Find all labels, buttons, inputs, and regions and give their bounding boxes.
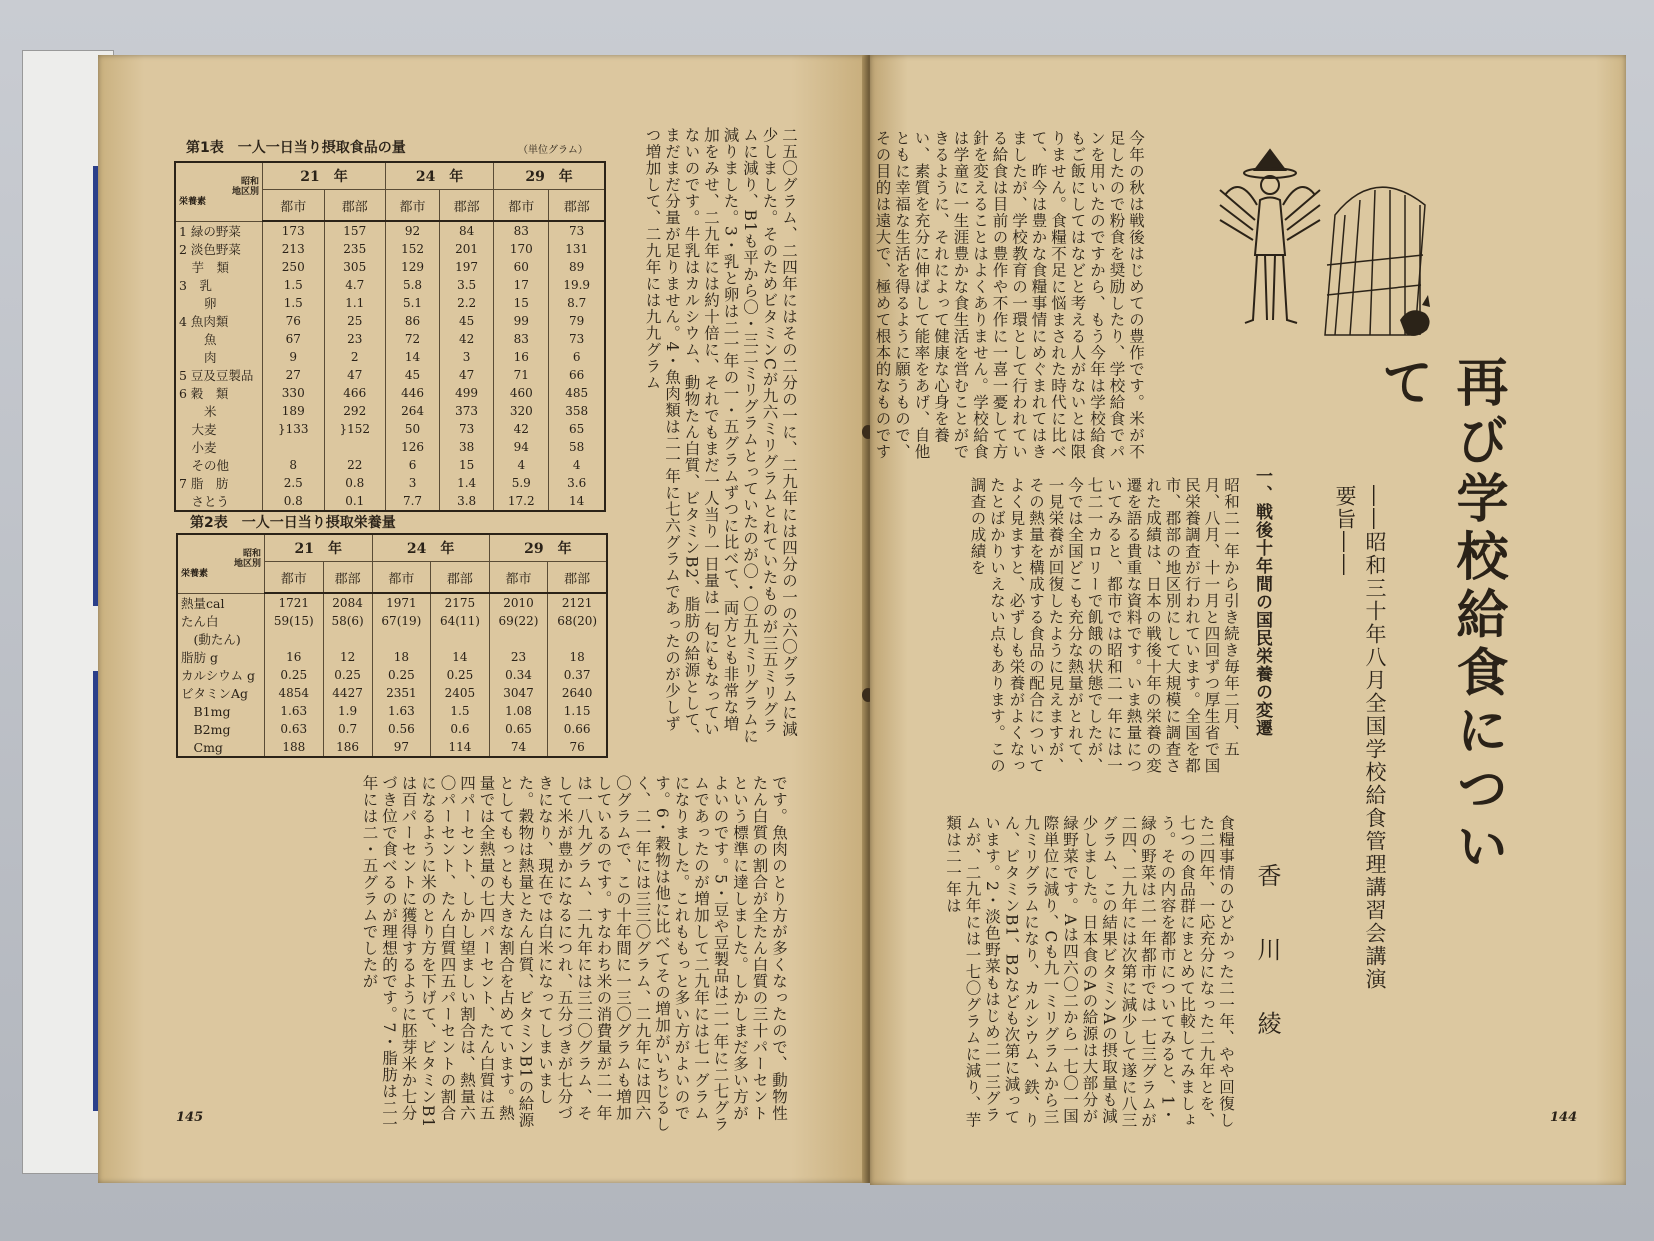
- row-label: 米: [175, 402, 263, 420]
- table-cell: 2: [324, 348, 386, 366]
- row-label: ビタミンAg: [177, 684, 265, 702]
- table-cell: 14: [431, 648, 490, 666]
- row-label: 5 豆及豆製品: [175, 366, 263, 384]
- table-cell: 58(6): [323, 612, 372, 630]
- table-cell: 6: [549, 348, 605, 366]
- table-cell: 1.5: [431, 702, 490, 720]
- row-label: 脂肪 g: [177, 648, 265, 666]
- table1-row: [175, 221, 605, 240]
- table-cell: 3047: [489, 684, 548, 702]
- table-cell: 201: [440, 240, 494, 258]
- table-cell: 84: [440, 221, 494, 240]
- table-cell: [431, 630, 490, 648]
- table-cell: [548, 630, 607, 648]
- region-header: 都市: [265, 562, 324, 594]
- table-cell: 0.1: [324, 492, 386, 511]
- corner-era: 昭和: [240, 176, 259, 187]
- table-cell: 7.7: [386, 492, 440, 511]
- table-cell: 5.8: [386, 276, 440, 294]
- table-cell: 73: [549, 221, 605, 240]
- table-cell: 18: [548, 648, 607, 666]
- table-cell: 0.56: [372, 720, 431, 738]
- section-heading: 一、戦後十年間の国民栄養の変遷: [1252, 467, 1272, 737]
- region-header: 郡部: [431, 562, 490, 594]
- row-label: (動たん): [177, 630, 265, 648]
- row-label: 6 穀 類: [175, 384, 263, 402]
- table-cell: 42: [440, 330, 494, 348]
- table-cell: 45: [386, 366, 440, 384]
- table-cell: [263, 438, 325, 456]
- table-cell: 0.25: [372, 666, 431, 684]
- table-cell: 0.25: [265, 666, 324, 684]
- row-label: B2mg: [177, 720, 265, 738]
- table-cell: 446: [386, 384, 440, 402]
- row-label: カルシウム g: [177, 666, 265, 684]
- table-cell: 18: [372, 648, 431, 666]
- table-cell: 131: [549, 240, 605, 258]
- table1-row: [175, 492, 605, 511]
- table2-row: [177, 593, 607, 612]
- table-cell: 45: [440, 312, 494, 330]
- table-cell: 126: [386, 438, 440, 456]
- row-label: 肉: [175, 348, 263, 366]
- table-cell: 74: [489, 738, 548, 757]
- year-header: 24 年: [372, 534, 489, 562]
- table-cell: 60: [494, 258, 549, 276]
- table-cell: 25: [324, 312, 386, 330]
- table-cell: }152: [324, 420, 386, 438]
- table-cell: 3.5: [440, 276, 494, 294]
- table-cell: 0.66: [548, 720, 607, 738]
- row-label: 小麦: [175, 438, 263, 456]
- table-cell: 3: [440, 348, 494, 366]
- table-cell: 1.5: [263, 276, 325, 294]
- corner-era: 昭和: [242, 548, 261, 559]
- table1-row: [175, 474, 605, 492]
- lower-column-text: です。魚肉のとり方が多くなったので、動物性たん白質の割合が全たん白質の三十パーセントという標準に達しました。しかしまだ多い方がよいのです。5・豆や豆製品は二一年に二七グラムであったのが増加して二九年には七一グラムになりました。これももっと多い方がよいのです。6・穀物は他に比べてその増加がいちじるしく、二一年には三三〇グラム、二九年には四六〇グラムで、この十年間に一三〇グラムも増加しているのです。すなわち米の消費量が二一年は一八九グラム、二九年には三二〇グラム、そして米が豊かになるにつれ、五分づきが七分づきになり、現在では白米になってしまいました。穀物は熱量とたん白質、ビタミンB1の給源としてもっとも大きな割合を占めています。熱量では全熱量の七四パーセント、たん白質は五四パーセント、しかし望ましい割合は、熱量六〇パーセント、たん白質四五パーセントの割合になるように米のとり方を下げて、ビタミンB1は百パーセントに獲得するように胚芽米か七分づき位で食べるのが理想的です。7・脂肪は二一年には二・五グラムでしたが: [360, 775, 788, 1133]
- table-cell: 2640: [548, 684, 607, 702]
- table1-row: [175, 420, 605, 438]
- table-cell: 1.63: [372, 702, 431, 720]
- table-cell: 0.65: [489, 720, 548, 738]
- table-cell: 373: [440, 402, 494, 420]
- region-header: 都市: [386, 190, 440, 222]
- table1-row: [175, 366, 605, 384]
- table-cell: 173: [263, 221, 325, 240]
- table-cell: 2175: [431, 593, 490, 612]
- table-cell: 27: [263, 366, 325, 384]
- table-cell: 3: [386, 474, 440, 492]
- table-cell: 23: [489, 648, 548, 666]
- table-cell: 68(20): [548, 612, 607, 630]
- table2-body: [177, 593, 607, 757]
- article-title: 再び学校給食について: [1372, 355, 1508, 877]
- table2-row: [177, 720, 607, 738]
- row-label: 卵: [175, 294, 263, 312]
- table-cell: 19.9: [549, 276, 605, 294]
- table-cell: 0.8: [324, 474, 386, 492]
- table-cell: 1.9: [323, 702, 372, 720]
- table2-caption: 第2表 一人一日当り摂取栄養量: [190, 515, 396, 531]
- table1-row: [175, 312, 605, 330]
- lower-text: 食糧事情のひどかった二一年、やや回復した二四年、一応充分になった二九年とを、七つの食品群にまとめて比較してみましょう。その内容を都市についてみると、1・緑の野菜は二一年都市では一七三グラムが二四、二九年には次第に減少して遂に八三グラム、この結果ビタミンAの摂取量も減少しました。日本食のAの給源は大部分が緑野菜です。Aは四六〇二から一七〇一国際単位に減り、Cも九一ミリグラムから三九ミリグラムになり、カルシウム、鉄、りん、ビタミンB1、B2なども次第に減っています。2・淡色野菜もはじめ二一三グラムが、二九年には一七〇グラムに減り、芋類は二一年は: [944, 815, 1235, 1129]
- table1-row: [175, 276, 605, 294]
- table-cell: 12: [323, 648, 372, 666]
- row-label: 3 乳: [175, 276, 263, 294]
- table-cell: 94: [494, 438, 549, 456]
- table1-row: [175, 240, 605, 258]
- row-label: B1mg: [177, 702, 265, 720]
- table2-corner: [177, 534, 265, 593]
- table1-caption: 第1表 一人一日当り摂取食品の量: [186, 140, 406, 156]
- table1-row: [175, 330, 605, 348]
- row-label: 1 緑の野菜: [175, 221, 263, 240]
- table-cell: 65: [549, 420, 605, 438]
- farmer-illustration: [1215, 145, 1435, 345]
- table-cell: 66: [549, 366, 605, 384]
- corner-category: 栄養素: [181, 568, 209, 579]
- table-cell: 1721: [265, 593, 324, 612]
- table-cell: 17.2: [494, 492, 549, 511]
- table-cell: 4427: [323, 684, 372, 702]
- table-cell: 0.25: [323, 666, 372, 684]
- table-cell: 320: [494, 402, 549, 420]
- right-page: [870, 55, 1626, 1185]
- table1-row: [175, 384, 605, 402]
- table-cell: 15: [494, 294, 549, 312]
- table-cell: 97: [372, 738, 431, 757]
- table-cell: 4: [549, 456, 605, 474]
- table-cell: [372, 630, 431, 648]
- table-cell: 2351: [372, 684, 431, 702]
- year-header: 29 年: [494, 162, 605, 190]
- region-header: 都市: [263, 190, 325, 222]
- table-cell: 213: [263, 240, 325, 258]
- table-cell: 0.34: [489, 666, 548, 684]
- table-cell: 0.8: [263, 492, 325, 511]
- table2-row: [177, 612, 607, 630]
- table-cell: 38: [440, 438, 494, 456]
- table-cell: 152: [386, 240, 440, 258]
- table-cell: 71: [494, 366, 549, 384]
- table-cell: 8.7: [549, 294, 605, 312]
- table-cell: [323, 630, 372, 648]
- table-cell: 86: [386, 312, 440, 330]
- table-cell: 50: [386, 420, 440, 438]
- row-label: Cmg: [177, 738, 265, 757]
- region-header: 都市: [372, 562, 431, 594]
- table-cell: 76: [263, 312, 325, 330]
- table1-row: [175, 438, 605, 456]
- year-header: 21 年: [265, 534, 373, 562]
- table1-row: [175, 258, 605, 276]
- table-cell: 42: [494, 420, 549, 438]
- table-cell: 170: [494, 240, 549, 258]
- table-cell: 3.8: [440, 492, 494, 511]
- table2: [176, 533, 608, 758]
- table-cell: [324, 438, 386, 456]
- page-number: 144: [1550, 1110, 1578, 1125]
- row-label: 2 淡色野菜: [175, 240, 263, 258]
- table-cell: 2010: [489, 593, 548, 612]
- table-cell: 99: [494, 312, 549, 330]
- table-cell: [265, 630, 324, 648]
- table-cell: 16: [265, 648, 324, 666]
- row-label: 芋 類: [175, 258, 263, 276]
- table1: [174, 161, 606, 512]
- table-cell: 157: [324, 221, 386, 240]
- table-cell: 2405: [431, 684, 490, 702]
- table-cell: 0.25: [431, 666, 490, 684]
- table-cell: 22: [324, 456, 386, 474]
- upper-column-text: 二五〇グラム、二四年にはその二分の一に、二九年には四分の一の六〇グラムに減少しました。そのためビタミンCが九六ミリグラムとれていたものが三五ミリグラムに減り、B1も平から〇・三二ミリグラムとっていたのが〇・〇五九ミリグラムに減りました。3・乳と卵は二一年の一・五グラムずつに比べて、両方とも非常な増加をみせ、二九年には約十倍に、それでもまだ一人当り一日量は一匂にもなっていないのです。牛乳はカルシウム、動物たん白質、ビタミンB2、脂肪の給源として、まだまだ分量が足りません。4・魚肉類は二一年に七六グラムであったのが少しずつ増加して、二九年には九九グラム: [643, 127, 798, 745]
- region-header: 郡部: [324, 190, 386, 222]
- region-header: 郡部: [548, 562, 607, 594]
- table-cell: 250: [263, 258, 325, 276]
- table-cell: 73: [440, 420, 494, 438]
- table-cell: 67(19): [372, 612, 431, 630]
- row-label: その他: [175, 456, 263, 474]
- region-header: 都市: [494, 190, 549, 222]
- row-label: 4 魚肉類: [175, 312, 263, 330]
- table-cell: 2121: [548, 593, 607, 612]
- table2-row: [177, 666, 607, 684]
- table-cell: 1.15: [548, 702, 607, 720]
- corner-region: 地区別: [231, 186, 259, 197]
- table-cell: 0.6: [431, 720, 490, 738]
- table-cell: 1971: [372, 593, 431, 612]
- table2-row: [177, 648, 607, 666]
- table-cell: 16: [494, 348, 549, 366]
- table-cell: 59(15): [265, 612, 324, 630]
- row-label: さとう: [175, 492, 263, 511]
- table-cell: 9: [263, 348, 325, 366]
- table-cell: 1.4: [440, 474, 494, 492]
- table-cell: 6: [386, 456, 440, 474]
- intro-text: 今年の秋は戦後はじめての豊作です。米が不足したので粉食を奨励したり、学校給食でパンを用いたのですから、もう今年は学校給食もご飯にしてはなどと考える人がないとは限りません。食糧不足に悩まされた時代に比べて、昨今は豊かな食糧事情にめぐまれてはきましたが、学校教育の一環として行われている給食は目前の豊作や不作に一喜一憂して方針を変えることはよくありません。学校給食は学童に一生涯豊かな食生活を営むことができるように、それによって健康な心身を養い、素質を充分に伸ばして能率をあげ、自他ともに幸福な生活を得るように願うもので、その目的は遠大で、極めて根本的なものです: [873, 130, 1145, 460]
- table-cell: 4: [494, 456, 549, 474]
- table1-row: [175, 348, 605, 366]
- table-cell: 466: [324, 384, 386, 402]
- row-label: 7 脂 肪: [175, 474, 263, 492]
- table2-row: [177, 738, 607, 757]
- table-cell: 4.7: [324, 276, 386, 294]
- table-cell: 67: [263, 330, 325, 348]
- table1-unit: （単位グラム）: [518, 145, 588, 156]
- table-cell: 1.5: [263, 294, 325, 312]
- table2-row: [177, 630, 607, 648]
- table1-row: [175, 294, 605, 312]
- table-cell: 5.9: [494, 474, 549, 492]
- table-cell: 3.6: [549, 474, 605, 492]
- table2-row: [177, 684, 607, 702]
- table-cell: 186: [323, 738, 372, 757]
- table-cell: 89: [549, 258, 605, 276]
- table-cell: 14: [386, 348, 440, 366]
- page-number: 145: [176, 1110, 204, 1125]
- region-header: 郡部: [440, 190, 494, 222]
- table-cell: 0.63: [265, 720, 324, 738]
- table-cell: 2.2: [440, 294, 494, 312]
- table-cell: 23: [324, 330, 386, 348]
- table-cell: 330: [263, 384, 325, 402]
- table-cell: 14: [549, 492, 605, 511]
- region-header: 郡部: [323, 562, 372, 594]
- table2-row: [177, 702, 607, 720]
- row-label: 熱量cal: [177, 593, 265, 612]
- table-cell: 1.08: [489, 702, 548, 720]
- table-cell: 305: [324, 258, 386, 276]
- table-cell: 264: [386, 402, 440, 420]
- row-label: たん白: [177, 612, 265, 630]
- table-cell: 460: [494, 384, 549, 402]
- table-cell: 1.63: [265, 702, 324, 720]
- table-cell: 83: [494, 330, 549, 348]
- table-cell: 58: [549, 438, 605, 456]
- section-text: 昭和二一年から引き続き毎年二月、五月、八月、十一月と四回ずつ厚生省で国民栄養調査が行われています。全国を都市、郡部の地区別にして大規模に調査された成績は、日本の戦後十年の栄養の変遷を語る貴重な資料です。いま熱量についてみると、都市では昭和二一年には一七二一カロリーで飢餓の状態でしたが、今では全国どこも充分な熱量がとれて、一見栄養が回復したように見えますが、その熱量を構成する食品の配合についてよく見ますと、必ずしも栄養がよくなったとばかりいえない点もあります。この調査の成績を: [968, 477, 1240, 774]
- row-label: 大麦: [175, 420, 263, 438]
- corner-category: 栄養素: [179, 196, 207, 207]
- table-cell: 2.5: [263, 474, 325, 492]
- table-cell: 485: [549, 384, 605, 402]
- row-label: 魚: [175, 330, 263, 348]
- table-cell: 188: [265, 738, 324, 757]
- table-cell: 0.37: [548, 666, 607, 684]
- table1-row: [175, 402, 605, 420]
- table-cell: 83: [494, 221, 549, 240]
- table-cell: 64(11): [431, 612, 490, 630]
- table-cell: 189: [263, 402, 325, 420]
- table-cell: 2084: [323, 593, 372, 612]
- table-cell: 92: [386, 221, 440, 240]
- table-cell: 72: [386, 330, 440, 348]
- table-cell: 197: [440, 258, 494, 276]
- left-page: [98, 55, 868, 1183]
- table-cell: 8: [263, 456, 325, 474]
- table-cell: 5.1: [386, 294, 440, 312]
- table-cell: 358: [549, 402, 605, 420]
- table-cell: 129: [386, 258, 440, 276]
- table-cell: 73: [549, 330, 605, 348]
- table-cell: 235: [324, 240, 386, 258]
- article-author: 香川綾: [1253, 863, 1281, 1085]
- year-header: 21 年: [263, 162, 386, 190]
- region-header: 都市: [489, 562, 548, 594]
- region-header: 郡部: [549, 190, 605, 222]
- corner-region: 地区別: [233, 558, 261, 569]
- table-cell: 76: [548, 738, 607, 757]
- article-subtitle: ――昭和三十年八月全国学校給食管理講習会講演要旨――: [1333, 485, 1387, 991]
- year-header: 24 年: [386, 162, 494, 190]
- table-cell: 114: [431, 738, 490, 757]
- table-cell: 0.7: [323, 720, 372, 738]
- table-cell: 499: [440, 384, 494, 402]
- table-cell: 292: [324, 402, 386, 420]
- table1-body: [175, 221, 605, 511]
- table-cell: 1.1: [324, 294, 386, 312]
- table-cell: 17: [494, 276, 549, 294]
- table-cell: 69(22): [489, 612, 548, 630]
- table1-row: [175, 456, 605, 474]
- table-cell: 15: [440, 456, 494, 474]
- year-header: 29 年: [489, 534, 607, 562]
- table-cell: 4854: [265, 684, 324, 702]
- table-cell: 47: [440, 366, 494, 384]
- table-cell: }133: [263, 420, 325, 438]
- table1-corner: [175, 162, 263, 221]
- table-cell: 47: [324, 366, 386, 384]
- table-cell: 79: [549, 312, 605, 330]
- table-cell: [489, 630, 548, 648]
